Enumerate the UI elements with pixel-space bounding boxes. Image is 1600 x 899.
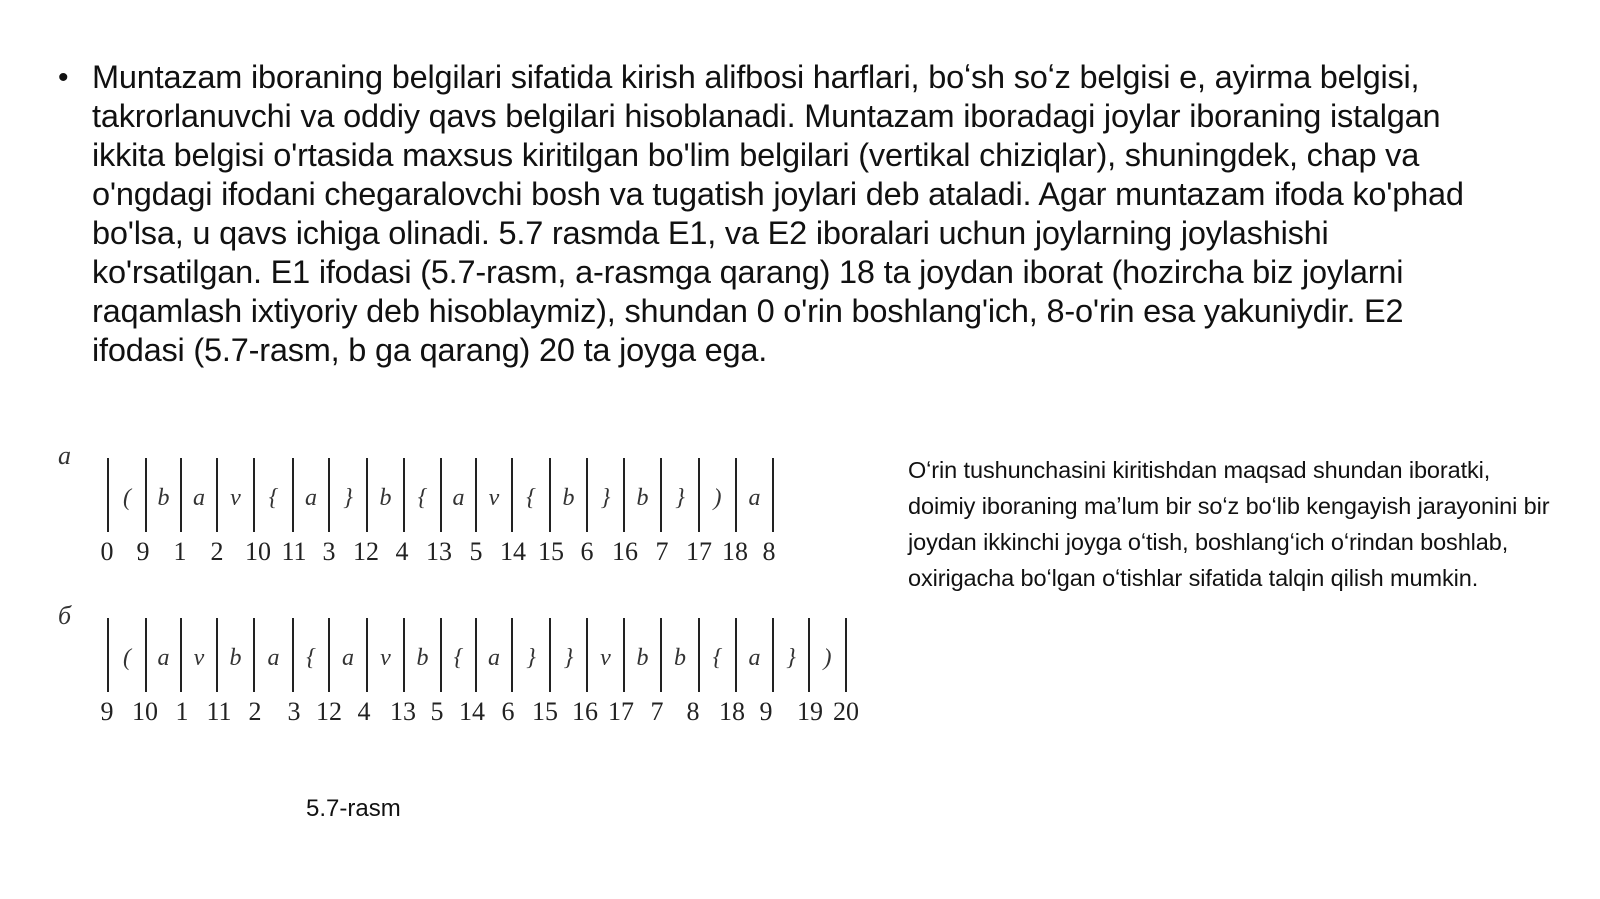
position-number: 11	[206, 697, 232, 726]
position-diagram	[40, 440, 900, 760]
symbol-cell: )	[823, 645, 832, 671]
symbol-cell: (	[123, 645, 131, 671]
symbol-cell: a	[305, 485, 317, 511]
symbol-cell: v	[193, 645, 205, 671]
side-paragraph: Oʻrin tushunchasini kiritishdan maqsad shundan iboratki, doimiy iboraning maʼlum bir soʻz boʻlib kengayish jarayonini bir joydan ikkinchi joyga oʻtish, boshlangʻich oʻrindan boshlab, oxirigacha boʻlgan oʻtishlar sifatida talqin qilish mumkin.	[908, 457, 1550, 591]
position-number: 17	[608, 697, 634, 726]
position-number: 12	[353, 537, 379, 566]
position-number: 10	[132, 697, 158, 726]
position-number: 18	[719, 697, 745, 726]
position-number: 19	[797, 697, 823, 726]
symbol-cell: v	[380, 645, 391, 671]
symbol-cell: {	[268, 485, 279, 511]
position-number: 1	[175, 697, 189, 726]
symbol-cell: a	[748, 485, 761, 511]
position-number: 8	[762, 537, 776, 566]
symbol-cell: {	[453, 645, 464, 671]
row-label: a	[58, 441, 71, 470]
symbol-cell: {	[712, 645, 723, 671]
figure-5-7	[40, 440, 900, 760]
position-number: 12	[316, 697, 342, 726]
position-number: 3	[322, 537, 336, 566]
position-number: 1	[173, 537, 187, 566]
position-number: 8	[686, 697, 700, 726]
position-number: 4	[357, 697, 371, 726]
symbol-cell: a	[157, 645, 170, 671]
bullet-dot-icon: •	[58, 61, 69, 94]
symbol-cell: a	[488, 645, 500, 671]
symbol-cell: }	[786, 645, 796, 671]
symbol-cell: b	[229, 645, 242, 671]
figure-caption: 5.7-rasm	[306, 795, 401, 822]
position-number: 0	[100, 537, 114, 566]
position-number: 7	[650, 697, 664, 726]
position-number: 18	[722, 537, 748, 566]
position-number: 6	[501, 697, 515, 726]
symbol-cell: b	[636, 645, 649, 671]
diagram-row-1	[58, 441, 776, 566]
diagram-row-2	[58, 601, 859, 726]
symbol-cell: {	[417, 485, 428, 511]
symbol-cell: b	[379, 485, 392, 511]
position-number: 13	[426, 537, 452, 566]
symbol-cell: a	[267, 645, 280, 671]
symbol-cell: b	[416, 645, 429, 671]
position-number: 20	[833, 697, 859, 726]
position-number: 11	[281, 537, 307, 566]
position-number: 3	[287, 697, 301, 726]
symbol-cell: (	[123, 485, 131, 511]
symbol-cell: a	[342, 645, 354, 671]
position-number: 7	[655, 537, 669, 566]
position-number: 14	[500, 537, 526, 566]
position-number: 14	[459, 697, 485, 726]
symbol-cell: }	[600, 485, 611, 511]
row-label: б	[58, 601, 72, 630]
symbol-cell: v	[488, 485, 500, 511]
position-number: 6	[580, 537, 594, 566]
symbol-cell: }	[563, 645, 574, 671]
symbol-cell: v	[230, 485, 241, 511]
position-number: 2	[210, 537, 224, 566]
position-number: 10	[245, 537, 271, 566]
symbol-cell: }	[675, 485, 685, 511]
position-number: 17	[686, 537, 712, 566]
symbol-cell: )	[713, 485, 722, 511]
position-number: 15	[532, 697, 558, 726]
symbol-cell: {	[306, 645, 316, 671]
main-bullet-paragraph	[58, 58, 1478, 370]
position-number: 5	[469, 537, 483, 566]
position-number: 15	[538, 537, 564, 566]
symbol-cell: a	[748, 645, 761, 671]
symbol-cell: b	[636, 485, 649, 511]
symbol-cell: a	[452, 485, 465, 511]
symbol-cell: a	[193, 485, 205, 511]
symbol-cell: b	[157, 485, 170, 511]
symbol-cell: }	[343, 485, 353, 511]
bullet-text: Muntazam iboraning belgilari sifatida kirish alifbosi harflari, boʻsh soʻz belgisi e, ayirma belgisi, takrorlanuvchi va oddiy qavs belgilari hisoblanadi. Muntazam iboradagi joylar iboraning istalgan ikkita belgisi o'rtasida maxsus kiritilgan bo'lim belgilari (vertikal chiziqlar), shuningdek, chap va o'ngdagi ifodani chegaralovchi bosh va tugatish joylari deb ataladi. Agar muntazam ifoda ko'phad bo'lsa, u qavs ichiga olinadi. 5.7 rasmda E1, va E2 iboralari uchun joylarning joylashishi ko'rsatilgan. E1 ifodasi (5.7-rasm, a-rasmga qarang) 18 ta joydan iborat (hozircha biz joylarni raqamlash ixtiyoriy deb hisoblaymiz), shundan 0 o'rin boshlang'ich, 8-o'rin esa yakuniydir. E2 ifodasi (5.7-rasm, b ga qarang) 20 ta joyga ega.	[92, 59, 1464, 368]
position-number: 2	[248, 697, 262, 726]
position-number: 5	[430, 697, 444, 726]
symbol-cell: b	[674, 645, 686, 671]
position-number: 9	[759, 697, 773, 726]
symbol-cell: b	[562, 485, 575, 511]
symbol-cell: v	[600, 645, 611, 671]
position-number: 9	[136, 537, 150, 566]
position-number: 16	[612, 537, 638, 566]
symbol-cell: }	[526, 645, 536, 671]
position-number: 16	[572, 697, 598, 726]
position-number: 4	[395, 537, 409, 566]
position-number: 9	[100, 697, 114, 726]
position-number: 13	[390, 697, 416, 726]
symbol-cell: {	[526, 485, 536, 511]
